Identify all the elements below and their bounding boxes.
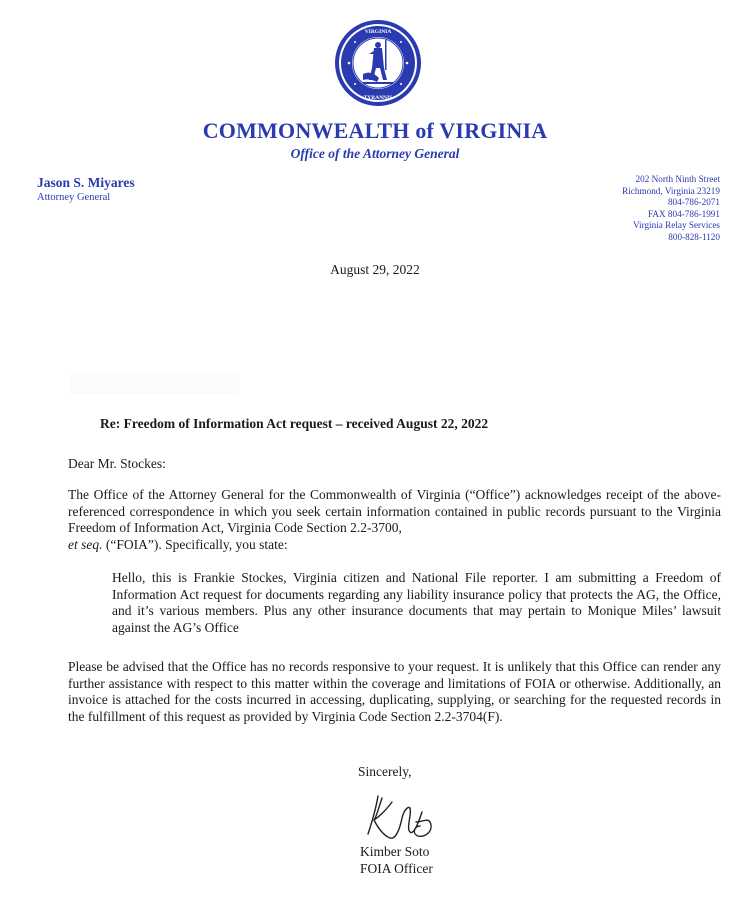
office-address-block <box>622 174 720 243</box>
sender-title: Attorney General <box>37 192 111 203</box>
svg-text:VIRGINIA: VIRGINIA <box>364 29 392 35</box>
address-relay-label: Virginia Relay Services <box>632 220 720 230</box>
letterhead-title: COMMONWEALTH of VIRGINIA <box>202 118 548 143</box>
signer-block <box>360 843 433 877</box>
body-paragraph-1 <box>68 487 721 553</box>
signer-name: Kimber Soto <box>360 844 430 859</box>
letter-date: August 29, 2022 <box>330 262 420 277</box>
address-relay-phone: 800-828-1120 <box>668 231 720 242</box>
paragraph-1-text: The Office of the Attorney General for the Commonwealth of Virginia (“Office”) acknowledges receipt of the above-referenced correspondence in which you seek certain information contained in public records pursuant to the Virginia Freedom of Information Act, Virginia Code Section 2.2-3700, <box>68 487 721 535</box>
closing: Sincerely, <box>358 764 412 779</box>
svg-text:TYRANNIS: TYRANNIS <box>363 95 393 101</box>
paragraph-1-text-end: (“FOIA”). Specifically, you state: <box>105 536 288 552</box>
address-city: Richmond, Virginia 23219 <box>622 185 720 196</box>
redacted-recipient-area <box>70 372 240 394</box>
salutation: Dear Mr. Stockes: <box>68 456 166 471</box>
quoted-request: Hello, this is Frankie Stockes, Virginia citizen and National File reporter. I am submitting a Freedom of Information Act request for documents regarding any liability insurance policy that protects the AG, the Office, and it’s various members. Plus any other insurance documents that may pertain to Monique Miles’ lawsuit against the AG’s Office <box>112 570 721 635</box>
address-fax: FAX 804-786-1991 <box>647 208 720 219</box>
et-seq-italic: et seq. <box>68 536 103 552</box>
body-paragraph-2: Please be advised that the Office has no records responsive to your request. It is unlikely that this Office can render any further assistance with respect to this matter within the coverage and limitations of FOIA or otherwise. Additionally, an invoice is attached for the costs incurred in accessing, duplicating, supplying, or searching for the requested records in the fulfillment of this request as provided by Virginia Code Section 2.2-3704(F). <box>68 659 721 724</box>
virginia-state-seal-icon <box>333 18 423 108</box>
signer-title: FOIA Officer <box>360 861 433 876</box>
letterhead-subtitle: Office of the Attorney General <box>290 146 460 161</box>
subject-line: Re: Freedom of Information Act request – received August 22, 2022 <box>100 416 489 431</box>
sender-name: Jason S. Miyares <box>37 175 135 190</box>
address-street: 202 North Ninth Street <box>635 174 720 184</box>
handwritten-signature-icon <box>356 788 446 844</box>
address-phone: 804-786-2071 <box>667 197 720 207</box>
